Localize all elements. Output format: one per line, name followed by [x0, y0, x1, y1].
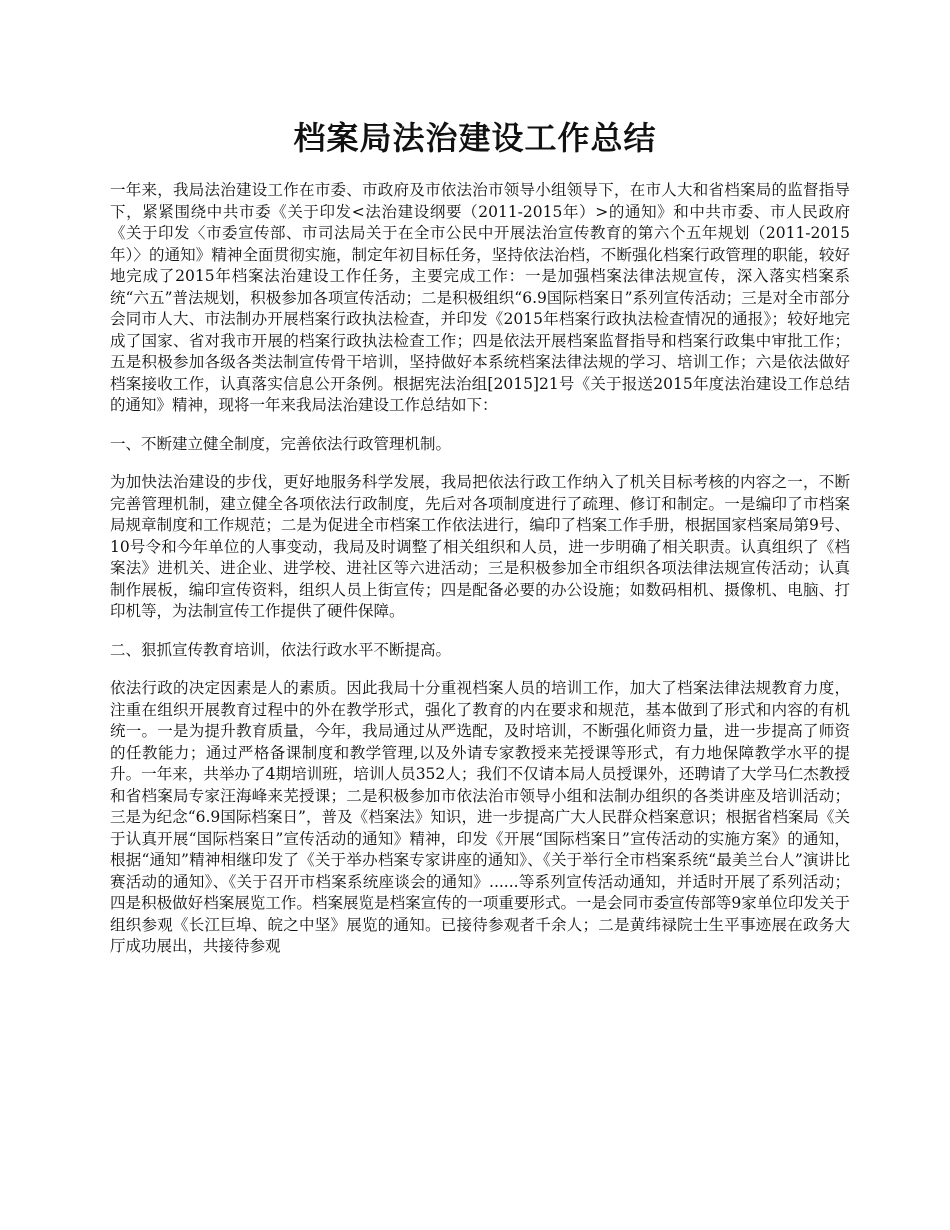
document-body [110, 180, 850, 975]
section-2-paragraph: 依法行政的决定因素是人的素质。因此我局十分重视档案人员的培训工作，加大了档案法律法规教育力度，注重在组织开展教育过程中的外在教学形式，强化了教育的内在要求和规范，基本做到了形式和内容的有机统一。一是为提升教育质量，今年，我局通过从严选配，及时培训，不断强化师资力量，进一步提高了师资的任教能力；通过严格备课制度和教学管理,以及外请专家教授来芜授课等形式，有力地保障教学水平的提升。一年来，共举办了4期培训班，培训人员352人；我们不仅请本局人员授课外，还聘请了大学马仁杰教授和省档案局专家汪海峰来芜授课；二是积极参加市依法治市领导小组和法制办组织的各类讲座及培训活动；三是为纪念“6.9国际档案日”，普及《档案法》知识，进一步提高广大人民群众档案意识；根据省档案局《关于认真开展“国际档案日”宣传活动的通知》精神，印发《开展“国际档案日”宣传活动的实施方案》的通知，根据“通知”精神相继印发了《关于举办档案专家讲座的通知》、《关于举行全市档案系统“最美兰台人”演讲比赛活动的通知》、《关于召开市档案系统座谈会的通知》......等系列宣传活动通知，并适时开展了系列活动；四是积极做好档案展览工作。档案展览是档案宣传的一项重要形式。一是会同市委宣传部等9家单位印发关于组织参观《长江巨埠、皖之中坚》展览的通知。已接待参观者千余人；二是黄纬禄院士生平事迹展在政务大厅成功展出，共接待参观 [110, 679, 850, 955]
section-heading-1: 一、不断建立健全制度，完善依法行政管理机制。 [110, 434, 452, 453]
section-1-paragraph: 为加快法治建设的步伐，更好地服务科学发展，我局把依法行政工作纳入了机关目标考核的内容之一，不断完善管理机制，建立健全各项依法行政制度，先后对各项制度进行了疏理、修订和制定。一是编印了市档案局规章制度和工作规范；二是为促进全市档案工作依法进行，编印了档案工作手册，根据国家档案局第9号、10号令和今年单位的人事变动，我局及时调整了相关组织和人员，进一步明确了相关职责。认真组织了《档案法》进机关、进企业、进学校、进社区等六进活动；三是积极参加全市组织各项法律法规宣传活动；认真制作展板，编印宣传资料，组织人员上街宣传；四是配备必要的办公设施；如数码相机、摄像机、电脑、打印机等，为法制宣传工作提供了硬件保障。 [110, 473, 850, 620]
intro-paragraph: 一年来，我局法治建设工作在市委、市政府及市依法治市领导小组领导下，在市人大和省档案局的监督指导下，紧紧围绕中共市委《关于印发<法治建设纲要（2011-2015年）>的通知》和中共市委、市人民政府《关于印发〈市委宣传部、市司法局关于在全市公民中开展法治宣传教育的第六个五年规划（2011-2015年）〉的通知》精神全面贯彻实施，制定年初目标任务，坚持依法治档，不断强化档案行政管理的职能，较好地完成了2015年档案法治建设工作任务，主要完成工作：一是加强档案法律法规宣传，深入落实档案系统“六五”普法规划，积极参加各项宣传活动；二是积极组织“6.9国际档案日”系列宣传活动；三是对全市部分会同市人大、市法制办开展档案行政执法检查，并印发《2015年档案行政执法检查情况的通报》；较好地完成了国家、省对我市开展的档案行政执法检查工作；四是依法开展档案监督指导和档案行政集中审批工作；五是积极参加各级各类法制宣传骨干培训，坚持做好本系统档案法律法规的学习、培训工作；六是依法做好档案接收工作，认真落实信息公开条例。根据宪法治组[2015]21号《关于报送2015年度法治建设工作总结的通知》精神，现将一年来我局法治建设工作总结如下： [110, 181, 850, 414]
document-title: 档案局法治建设工作总结 [293, 119, 657, 157]
section-heading-2: 二、狠抓宣传教育培训，依法行政水平不断提高。 [110, 640, 452, 659]
